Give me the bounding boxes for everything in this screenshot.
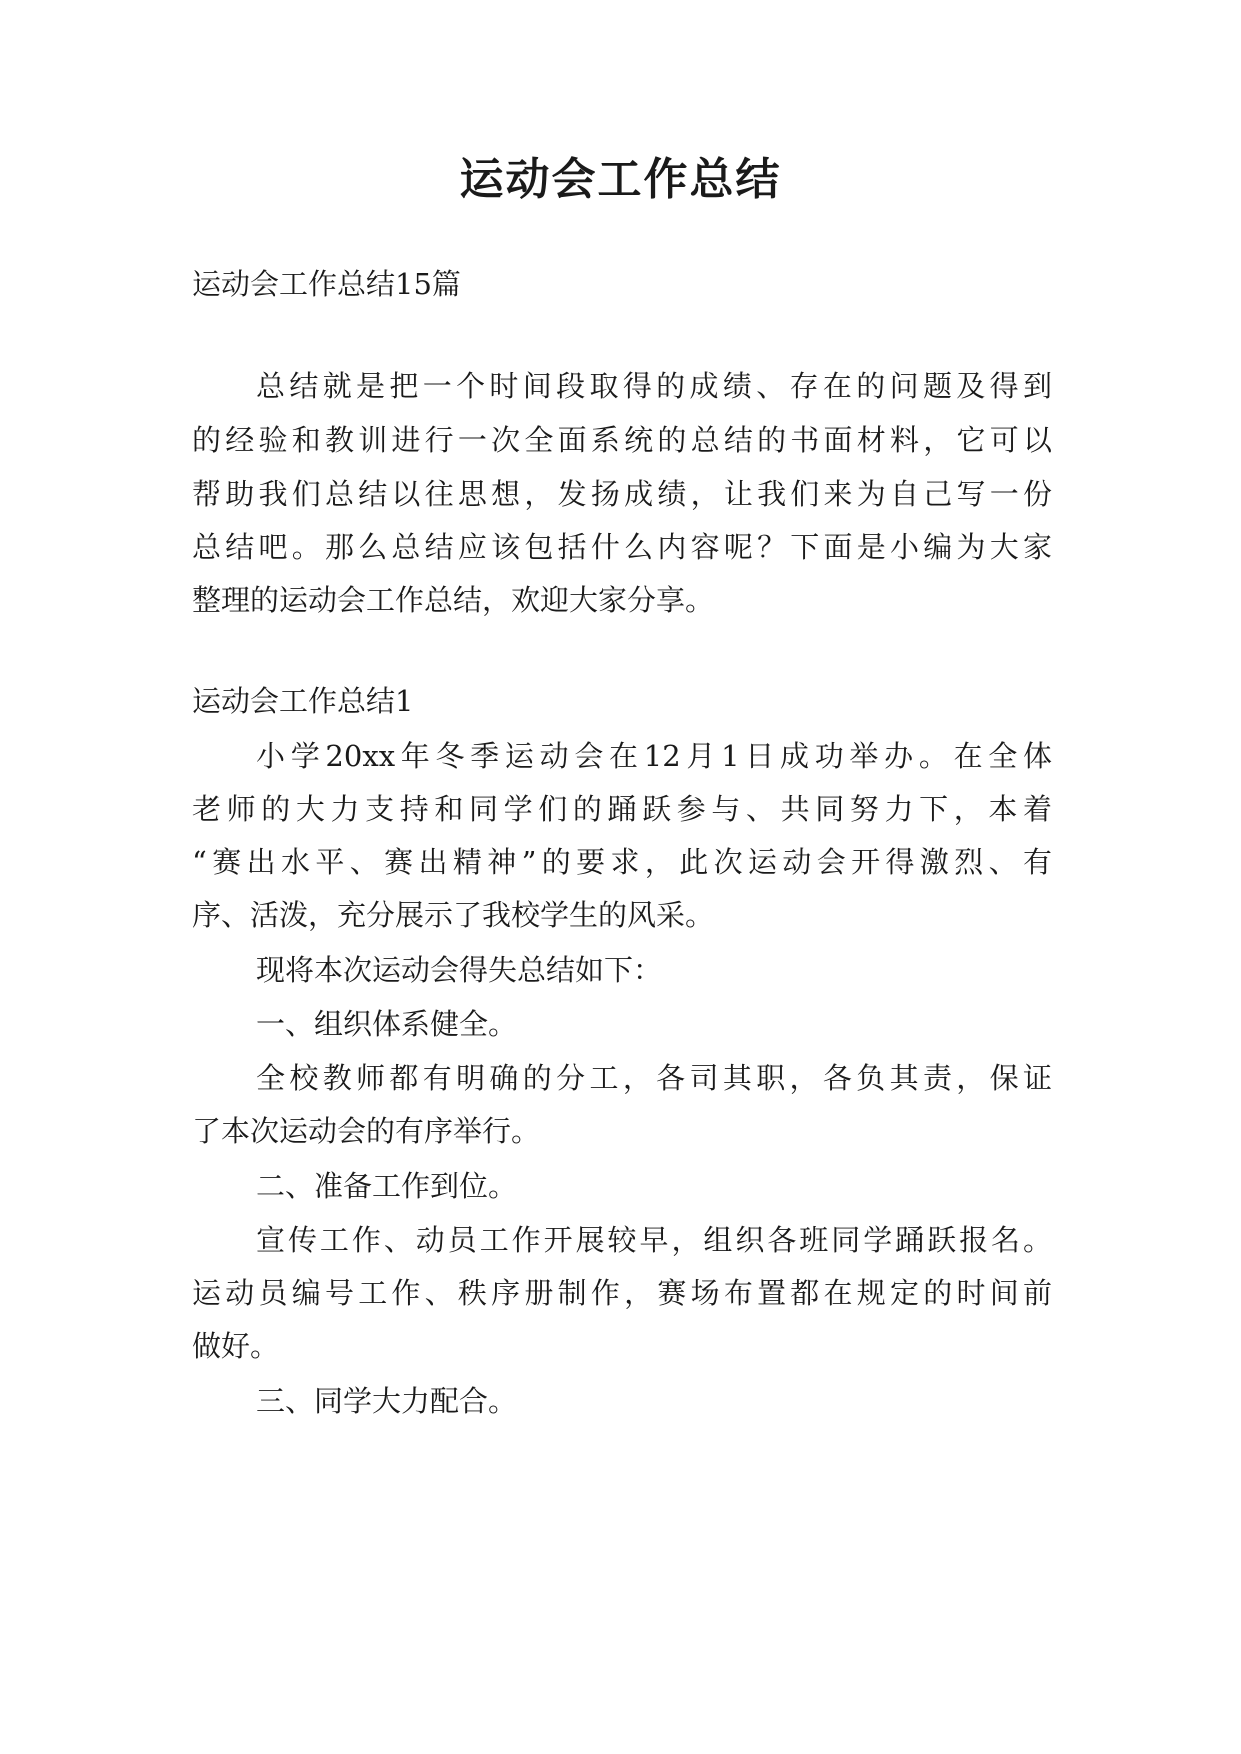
- point-heading: 三、同学大力配合。: [256, 1384, 518, 1418]
- paragraph-line: 做好。: [192, 1329, 280, 1363]
- paragraph-line: 运动员编号工作、秩序册制作，赛场布置都在规定的时间前: [192, 1276, 1052, 1310]
- intro-line: 总结吧。那么总结应该包括什么内容呢？下面是小编为大家: [192, 530, 1052, 564]
- document-title: 运动会工作总结: [459, 154, 782, 205]
- paragraph-line: 全校教师都有明确的分工，各司其职，各负其责，保证: [256, 1061, 1052, 1095]
- point-heading: 一、组织体系健全。: [256, 1007, 518, 1041]
- paragraph-line: 宣传工作、动员工作开展较早，组织各班同学踊跃报名。: [256, 1223, 1052, 1257]
- summary-intro: 现将本次运动会得失总结如下：: [256, 953, 663, 987]
- intro-line: 整理的运动会工作总结，欢迎大家分享。: [192, 583, 715, 617]
- paragraph-line: 小学20xx年冬季运动会在12月1日成功举办。在全体: [256, 739, 1052, 773]
- paragraph-line: “赛出水平、赛出精神”的要求，此次运动会开得激烈、有: [192, 845, 1052, 879]
- intro-line: 的经验和教训进行一次全面系统的总结的书面材料，它可以: [192, 423, 1052, 457]
- intro-line: 总结就是把一个时间段取得的成绩、存在的问题及得到: [256, 369, 1052, 403]
- section-heading: 运动会工作总结1: [192, 684, 414, 718]
- point-heading: 二、准备工作到位。: [256, 1169, 518, 1203]
- paragraph-line: 老师的大力支持和同学们的踊跃参与、共同努力下，本着: [192, 792, 1052, 826]
- collection-heading: 运动会工作总结15篇: [192, 267, 461, 301]
- paragraph-line: 序、活泼，充分展示了我校学生的风采。: [192, 898, 715, 932]
- paragraph-line: 了本次运动会的有序举行。: [192, 1114, 541, 1148]
- intro-line: 帮助我们总结以往思想，发扬成绩，让我们来为自己写一份: [192, 477, 1052, 511]
